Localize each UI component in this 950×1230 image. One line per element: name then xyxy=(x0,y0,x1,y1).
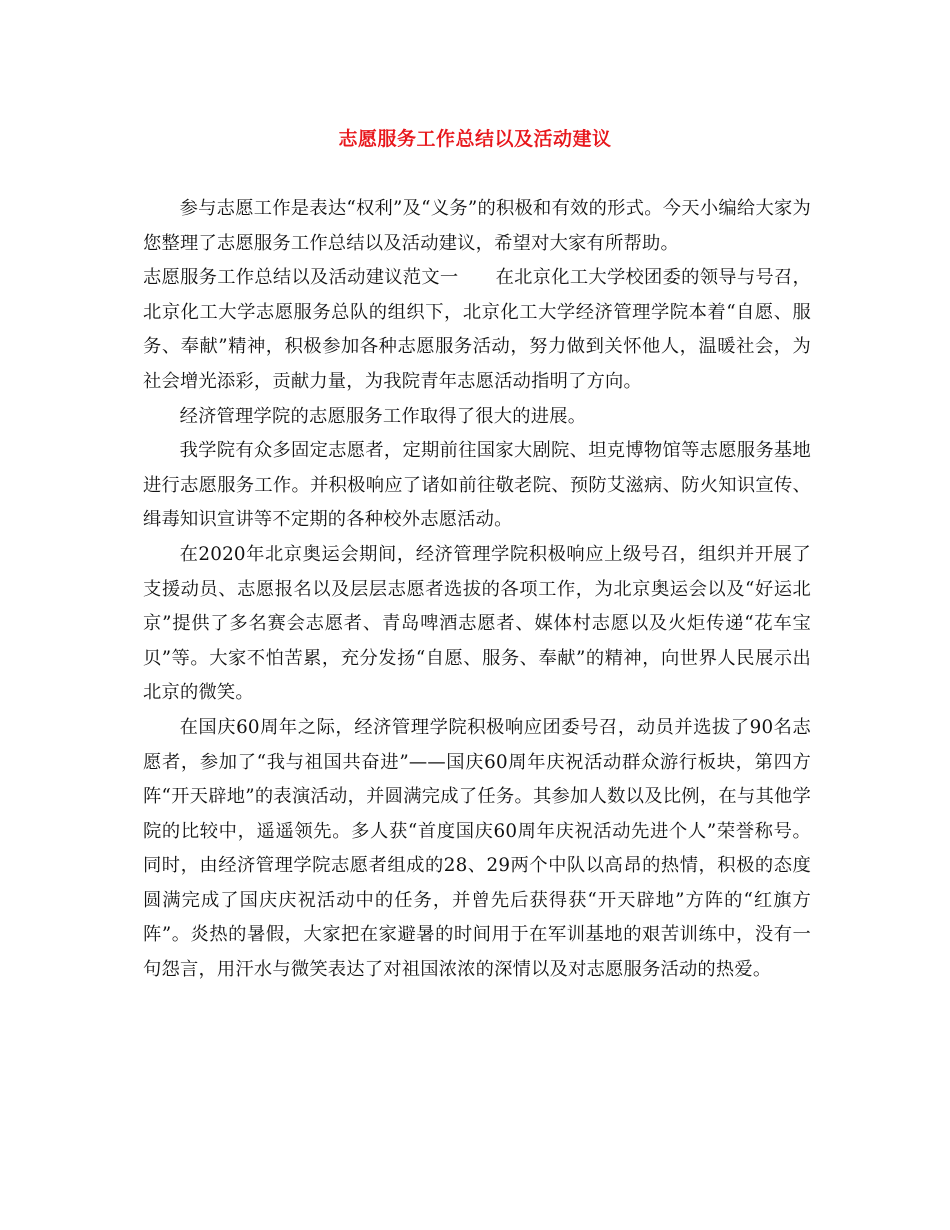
paragraph-fixed-volunteers: 我学院有众多固定志愿者，定期前往国家大剧院、坦克博物馆等志愿服务基地进行志愿服务工作。并积极响应了诸如前往敬老院、预防艾滋病、防火知识宣传、缉毒知识宣讲等不定期的各种校外志愿活动。 xyxy=(143,440,811,531)
paragraph-progress: 经济管理学院的志愿服务工作取得了很大的进展。 xyxy=(179,405,587,427)
paragraph-section-one: 志愿服务工作总结以及活动建议范文一 在北京化工大学校团委的领导与号召，北京化工大学志愿服务总队的组织下，北京化工大学经济管理学院本着“自愿、服务、奉献”精神，积极参加各种志愿服务活动，努力做到关怀他人，温暖社会，为社会增光添彩，贡献力量，为我院青年志愿活动指明了方向。 xyxy=(143,267,811,392)
paragraph-national-day: 在国庆60周年之际，经济管理学院积极响应团委号召，动员并选拔了90名志愿者，参加了“我与祖国共奋进”——国庆60周年庆祝活动群众游行板块，第四方阵“开天辟地”的表演活动，并圆满完成了任务。其参加人数以及比例，在与其他学院的比较中，遥遥领先。多人获“首度国庆60周年庆祝活动先进个人”荣誉称号。同时，由经济管理学院志愿者组成的28、29两个中队以高昂的热情，积极的态度圆满完成了国庆庆祝活动中的任务，并曾先后获得获“开天辟地”方阵的“红旗方阵”。炎热的暑假，大家把在家避暑的时间用于在军训基地的艰苦训练中，没有一句怨言，用汗水与微笑表达了对祖国浓浓的深情以及对志愿服务活动的热爱。 xyxy=(143,716,811,981)
document-body xyxy=(143,192,811,988)
document-title: 志愿服务工作总结以及活动建议 xyxy=(338,128,612,150)
paragraph-olympics: 在2020年北京奥运会期间，经济管理学院积极响应上级号召，组织并开展了支援动员、志愿报名以及层层志愿者选拔的各项工作，为北京奥运会以及“好运北京”提供了多名赛会志愿者、青岛啤酒志愿者、媒体村志愿以及火炬传递“花车宝贝”等。大家不怕苦累，充分发扬“自愿、服务、奉献”的精神，向世界人民展示出北京的微笑。 xyxy=(143,543,811,704)
paragraph-intro: 参与志愿工作是表达“权利”及“义务”的积极和有效的形式。今天小编给大家为您整理了志愿服务工作总结以及活动建议，希望对大家有所帮助。 xyxy=(143,198,811,254)
